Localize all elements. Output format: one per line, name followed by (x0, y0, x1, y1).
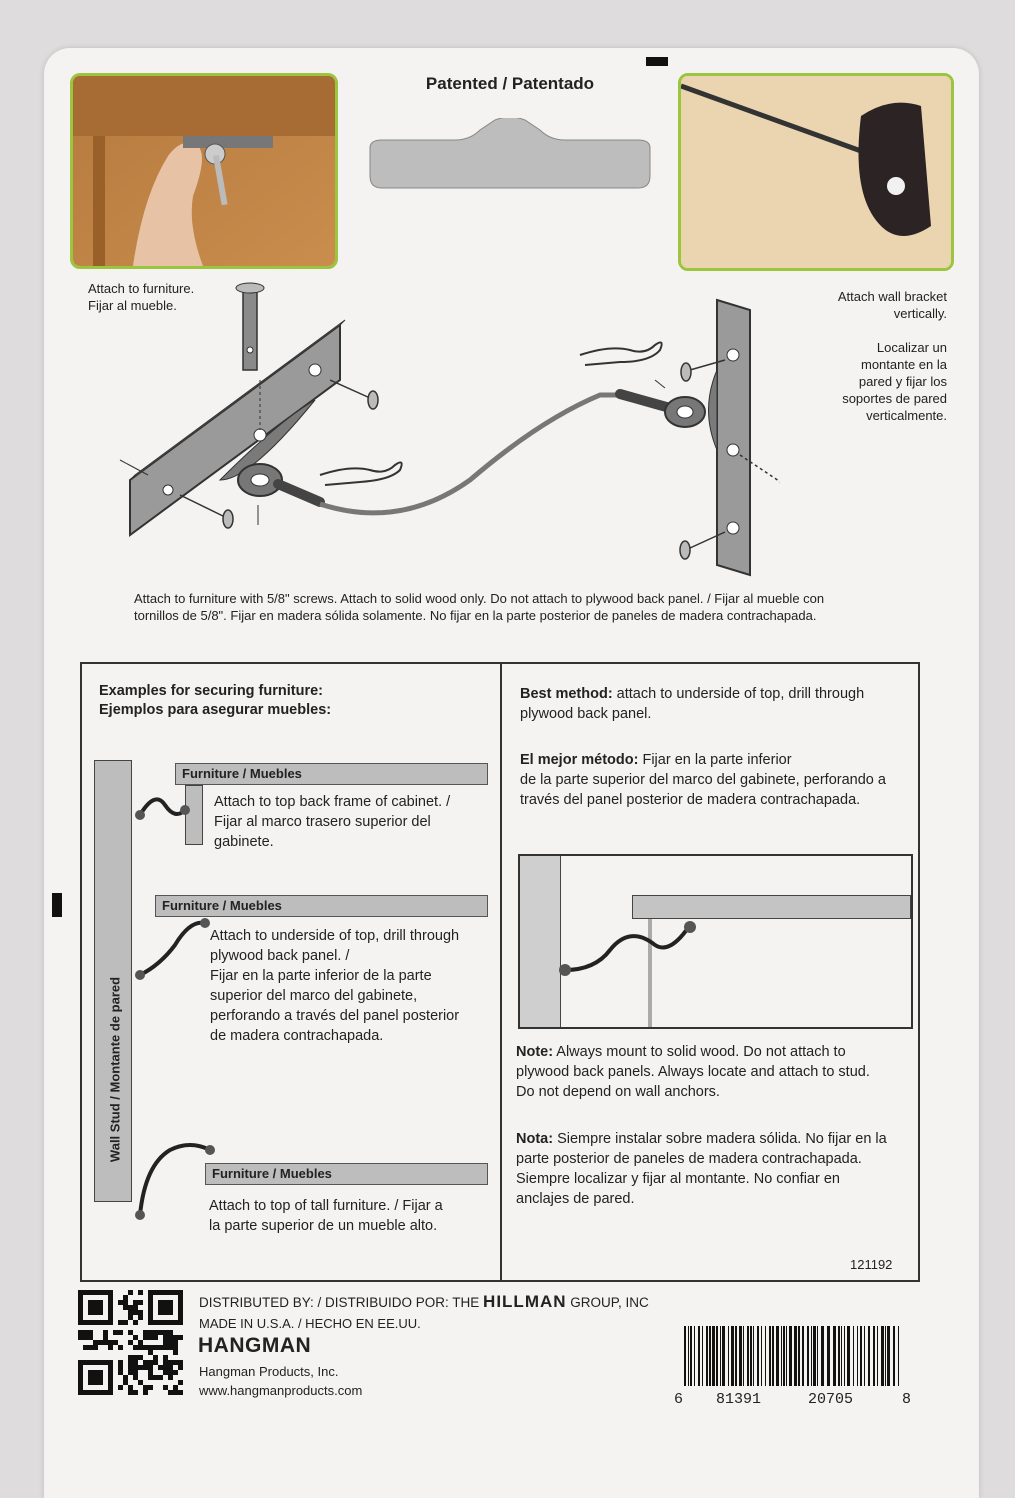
patented-label: Patented / Patentado (425, 74, 595, 93)
qr-module (123, 1320, 128, 1325)
box-divider (500, 662, 502, 1282)
barcode-bar (877, 1326, 878, 1386)
qr-module (143, 1365, 148, 1370)
caption-line: soportes de pared (842, 391, 947, 406)
qr-module (143, 1330, 148, 1335)
qr-module (123, 1295, 128, 1300)
barcode-bar (807, 1326, 809, 1386)
note-es (516, 1129, 887, 1209)
barcode-bar (761, 1326, 762, 1386)
qr-module (168, 1330, 173, 1335)
qr-module (93, 1340, 98, 1345)
qr-module (163, 1355, 168, 1360)
qr-module (138, 1300, 143, 1305)
qr-module (158, 1375, 163, 1380)
barcode-bar (873, 1326, 875, 1386)
qr-module (133, 1360, 138, 1365)
barcode-bar (898, 1326, 899, 1386)
qr-module (138, 1315, 143, 1320)
qr-module (153, 1330, 158, 1335)
barcode-bar (722, 1326, 725, 1386)
barcode-bar (827, 1326, 830, 1386)
barcode-bar (684, 1326, 686, 1386)
qr-finder (88, 1370, 103, 1385)
qr-module (153, 1360, 158, 1365)
qr-module (108, 1345, 113, 1350)
steel-cable (320, 395, 625, 513)
qr-module (133, 1305, 138, 1310)
qr-module (173, 1340, 178, 1345)
qr-module (148, 1385, 153, 1390)
barcode-bar (786, 1326, 787, 1386)
qr-module (133, 1310, 138, 1315)
attach-furniture-photo (70, 73, 338, 269)
barcode-bar (868, 1326, 870, 1386)
text-line: Fijar en la parte inferior de la parte (210, 968, 432, 984)
barcode-bar (712, 1326, 715, 1386)
qr-module (153, 1375, 158, 1380)
barcode-bar (798, 1326, 800, 1386)
qr-module (128, 1305, 133, 1310)
qr-module (143, 1345, 148, 1350)
distributed-prefix: DISTRIBUTED BY: / DISTRIBUIDO POR: THE (199, 1295, 484, 1310)
barcode-bar (769, 1326, 771, 1386)
barcode-bar (750, 1326, 752, 1386)
qr-module (93, 1345, 98, 1350)
qr-module (118, 1370, 123, 1375)
qr-module (123, 1375, 128, 1380)
barcode-digit: 20705 (808, 1391, 854, 1408)
qr-module (163, 1340, 168, 1345)
qr-module (88, 1345, 93, 1350)
upc-barcode (674, 1326, 912, 1411)
text-line: parte posterior de paneles de madera contrachapada. (516, 1151, 862, 1167)
qr-module (128, 1315, 133, 1320)
example-3-text (209, 1196, 443, 1236)
qr-module (118, 1300, 123, 1305)
cotter-pin (320, 462, 402, 485)
barcode-digit: 81391 (716, 1391, 762, 1408)
qr-module (78, 1335, 83, 1340)
qr-module (148, 1365, 153, 1370)
qr-module (113, 1340, 118, 1345)
qr-module (168, 1340, 173, 1345)
title-line: Examples for securing furniture: (99, 683, 323, 699)
qr-module (158, 1345, 163, 1350)
qr-module (148, 1335, 153, 1340)
screw-note (134, 590, 824, 624)
text-line: Siempre instalar sobre madera sólida. No fijar en la (553, 1131, 887, 1147)
barcode-bar (860, 1326, 862, 1386)
text-line: de madera contrachapada. (210, 1028, 384, 1044)
installation-diagram (100, 270, 780, 580)
barcode-bar (847, 1326, 850, 1386)
nota-label: Nota: (516, 1131, 554, 1147)
barcode-bar (694, 1326, 695, 1386)
barcode-bar (743, 1326, 744, 1386)
qr-module (118, 1330, 123, 1335)
website: www.hangmanproducts.com (199, 1383, 363, 1398)
furniture-label: Furniture / Muebles (205, 1163, 488, 1185)
qr-module (138, 1345, 143, 1350)
right-caption (790, 288, 947, 424)
qr-module (118, 1345, 123, 1350)
barcode-bar (833, 1326, 836, 1386)
barcode-bar (776, 1326, 779, 1386)
qr-module (148, 1350, 153, 1355)
qr-module (178, 1380, 183, 1385)
barcode-bar (706, 1326, 708, 1386)
text-line: Always mount to solid wood. Do not attach to (553, 1044, 846, 1060)
cable-example-1 (130, 780, 190, 830)
best-method-label: Best method: (520, 686, 613, 702)
barcode-bar (757, 1326, 759, 1386)
furniture-bracket (130, 325, 340, 535)
made-in: MADE IN U.S.A. / HECHO EN EE.UU. (199, 1316, 421, 1331)
barcode-bar (709, 1326, 711, 1386)
clevis-pin (243, 288, 257, 370)
barcode-bar (811, 1326, 812, 1386)
qr-module (133, 1365, 138, 1370)
qr-module (148, 1370, 153, 1375)
barcode-bar (844, 1326, 845, 1386)
furniture-label: Furniture / Muebles (175, 763, 488, 785)
barcode-bar (688, 1326, 689, 1386)
qr-module (133, 1335, 138, 1340)
qr-module (163, 1385, 168, 1390)
qr-module (153, 1355, 158, 1360)
text-line: Attach to top back frame of cabinet. / (214, 794, 451, 810)
qr-module (178, 1390, 183, 1395)
barcode-bar (802, 1326, 804, 1386)
qr-finder (88, 1300, 103, 1315)
qr-module (173, 1370, 178, 1375)
qr-module (168, 1375, 173, 1380)
qr-module (98, 1340, 103, 1345)
qr-module (103, 1330, 108, 1335)
qr-module (78, 1330, 83, 1335)
barcode-bar (821, 1326, 824, 1386)
text-line: Attach to underside of top, drill through (210, 928, 460, 944)
qr-module (123, 1380, 128, 1385)
barcode-bar (817, 1326, 818, 1386)
qr-module (173, 1390, 178, 1395)
qr-module (128, 1370, 133, 1375)
qr-finder (158, 1300, 173, 1315)
qr-module (123, 1300, 128, 1305)
text-line: Siempre localizar y fijar al montante. No confiar en (516, 1171, 840, 1187)
text-line: gabinete. (214, 834, 274, 850)
qr-module (138, 1355, 143, 1360)
barcode-bar (720, 1326, 721, 1386)
qr-module (143, 1360, 148, 1365)
registration-mark-top (646, 57, 668, 66)
qr-module (103, 1340, 108, 1345)
qr-module (138, 1310, 143, 1315)
barcode-bar (735, 1326, 737, 1386)
qr-module (163, 1330, 168, 1335)
barcode-digit: 6 (674, 1391, 684, 1408)
qr-module (83, 1345, 88, 1350)
qr-code (78, 1290, 188, 1395)
qr-module (168, 1345, 173, 1350)
qr-module (168, 1365, 173, 1370)
screw (180, 495, 233, 528)
barcode-digit: 8 (902, 1391, 912, 1408)
qr-module (133, 1370, 138, 1375)
text-line: plywood back panels. Always locate and attach to stud. (516, 1064, 870, 1080)
qr-module (173, 1345, 178, 1350)
barcode-bar (881, 1326, 884, 1386)
qr-module (108, 1340, 113, 1345)
registration-mark-left (52, 893, 62, 917)
qr-module (128, 1310, 133, 1315)
qr-module (148, 1345, 153, 1350)
qr-module (138, 1380, 143, 1385)
example-1-text (214, 792, 450, 852)
caption-line: pared y fijar los (858, 374, 947, 389)
barcode-bar (813, 1326, 816, 1386)
mejor-label: El mejor método: (520, 752, 639, 768)
barcode-bar (853, 1326, 854, 1386)
qr-module (168, 1390, 173, 1395)
barcode-bars (680, 1326, 905, 1386)
qr-module (138, 1340, 143, 1345)
qr-module (103, 1335, 108, 1340)
barcode-bar (781, 1326, 782, 1386)
barcode-bar (887, 1326, 890, 1386)
qr-module (128, 1340, 133, 1345)
product-code: 121192 (850, 1257, 893, 1272)
qr-module (143, 1385, 148, 1390)
barcode-bar (731, 1326, 734, 1386)
barcode-bar (885, 1326, 886, 1386)
note-line: Attach to furniture with 5/8" screws. Attach to solid wood only. Do not attach to plywood back panel. / Fijar al mueble con (134, 591, 825, 606)
cable-example-2 (130, 915, 220, 985)
qr-module (138, 1290, 143, 1295)
barcode-bar (747, 1326, 749, 1386)
qr-module (148, 1330, 153, 1335)
wall-stud-label: Wall Stud / Montante de pared (107, 976, 123, 1163)
qr-module (163, 1335, 168, 1340)
text-line: plywood back panel. (520, 706, 652, 722)
qr-module (163, 1360, 168, 1365)
barcode-bar (698, 1326, 700, 1386)
hand-bracket-illustration (73, 76, 335, 266)
qr-module (133, 1375, 138, 1380)
qr-module (148, 1375, 153, 1380)
text-line: plywood back panel. / (210, 948, 350, 964)
qr-module (178, 1335, 183, 1340)
qr-module (133, 1320, 138, 1325)
qr-module (158, 1330, 163, 1335)
group-text: GROUP, INC (566, 1295, 649, 1310)
text-line: través del panel posterior de madera contrachapada. (520, 792, 861, 808)
cotter-pin (580, 342, 662, 365)
qr-module (163, 1345, 168, 1350)
qr-module (178, 1360, 183, 1365)
qr-module (118, 1360, 123, 1365)
barcode-bar (716, 1326, 718, 1386)
wall-bracket-illustration (681, 76, 951, 268)
text-line: Do not depend on wall anchors. (516, 1084, 720, 1100)
barcode-bar (690, 1326, 692, 1386)
caption-line: verticalmente. (866, 408, 947, 423)
wall-bracket-photo (678, 73, 954, 271)
barcode-bar (857, 1326, 858, 1386)
barcode-bar (772, 1326, 774, 1386)
barcode-bar (702, 1326, 703, 1386)
qr-module (148, 1360, 153, 1365)
qr-module (128, 1385, 133, 1390)
hillman-logo: HILLMAN (483, 1292, 567, 1311)
barcode-bar (794, 1326, 797, 1386)
qr-module (168, 1360, 173, 1365)
caption-line: montante en la (860, 357, 947, 372)
text-line: superior del marco del gabinete, (210, 988, 418, 1004)
text-line: attach to underside of top, drill through (612, 686, 865, 702)
qr-module (173, 1360, 178, 1365)
qr-module (113, 1330, 118, 1335)
qr-module (128, 1390, 133, 1395)
examples-title (99, 682, 331, 720)
barcode-bar (893, 1326, 895, 1386)
qr-module (133, 1345, 138, 1350)
qr-module (88, 1330, 93, 1335)
barcode-bar (838, 1326, 840, 1386)
qr-module (123, 1305, 128, 1310)
text-line: Attach to top of tall furniture. / Fijar a (209, 1198, 443, 1214)
qr-module (158, 1365, 163, 1370)
qr-module (178, 1365, 183, 1370)
furniture-label: Furniture / Muebles (155, 895, 488, 917)
qr-module (133, 1390, 138, 1395)
distributor-line (199, 1292, 649, 1312)
text-line: anclajes de pared. (516, 1191, 635, 1207)
qr-module (173, 1350, 178, 1355)
qr-module (168, 1370, 173, 1375)
text-line: Fijar al marco trasero superior del (214, 814, 431, 830)
qr-module (133, 1355, 138, 1360)
caption-line: Attach to furniture. (88, 281, 195, 296)
barcode-bar (728, 1326, 729, 1386)
screw (330, 380, 378, 409)
qr-module (163, 1365, 168, 1370)
mejor-metodo (520, 750, 886, 810)
title-line: Ejemplos para asegurar muebles: (99, 702, 332, 718)
best-method (520, 684, 864, 724)
qr-module (128, 1330, 133, 1335)
qr-module (118, 1365, 123, 1370)
caption-line: Fijar al mueble. (88, 298, 177, 313)
qr-module (143, 1335, 148, 1340)
barcode-bar (789, 1326, 792, 1386)
note-label: Note: (516, 1044, 554, 1060)
text-line: Fijar en la parte inferior (638, 752, 792, 768)
caption-line: Localizar un (876, 340, 947, 355)
qr-module (83, 1330, 88, 1335)
qr-module (143, 1390, 148, 1395)
qr-module (118, 1385, 123, 1390)
qr-module (168, 1335, 173, 1340)
note-line: tornillos de 5/8". Fijar en madera sólida solamente. No fijar en la parte posterior de paneles de madera contrachapada. (134, 608, 817, 623)
qr-module (128, 1290, 133, 1295)
best-method-cable (555, 915, 705, 985)
cable-example-3 (130, 1135, 220, 1225)
qr-module (133, 1300, 138, 1305)
example-2-text (210, 926, 459, 1046)
qr-module (118, 1320, 123, 1325)
qr-module (128, 1360, 133, 1365)
caption-line: Attach wall bracket (837, 289, 947, 304)
qr-module (173, 1385, 178, 1390)
barcode-bar (783, 1326, 785, 1386)
barcode-bar (841, 1326, 842, 1386)
barcode-bar (739, 1326, 742, 1386)
caption-line: vertically. (893, 306, 947, 321)
qr-module (138, 1365, 143, 1370)
hang-hole (360, 118, 660, 198)
qr-module (153, 1335, 158, 1340)
text-line: perforando a través del panel posterior (210, 1008, 460, 1024)
note-en (516, 1042, 870, 1102)
qr-module (128, 1355, 133, 1360)
company-name: Hangman Products, Inc. (199, 1364, 339, 1379)
qr-module (173, 1335, 178, 1340)
qr-module (153, 1345, 158, 1350)
barcode-bar (765, 1326, 766, 1386)
qr-module (83, 1335, 88, 1340)
qr-module (128, 1365, 133, 1370)
qr-module (88, 1335, 93, 1340)
text-line: la parte superior de un mueble alto. (209, 1218, 438, 1234)
text-line: de la parte superior del marco del gabinete, perforando a (520, 772, 886, 788)
qr-module (163, 1370, 168, 1375)
barcode-bar (753, 1326, 754, 1386)
hangman-logo: HANGMAN (198, 1334, 312, 1357)
barcode-bar (864, 1326, 865, 1386)
